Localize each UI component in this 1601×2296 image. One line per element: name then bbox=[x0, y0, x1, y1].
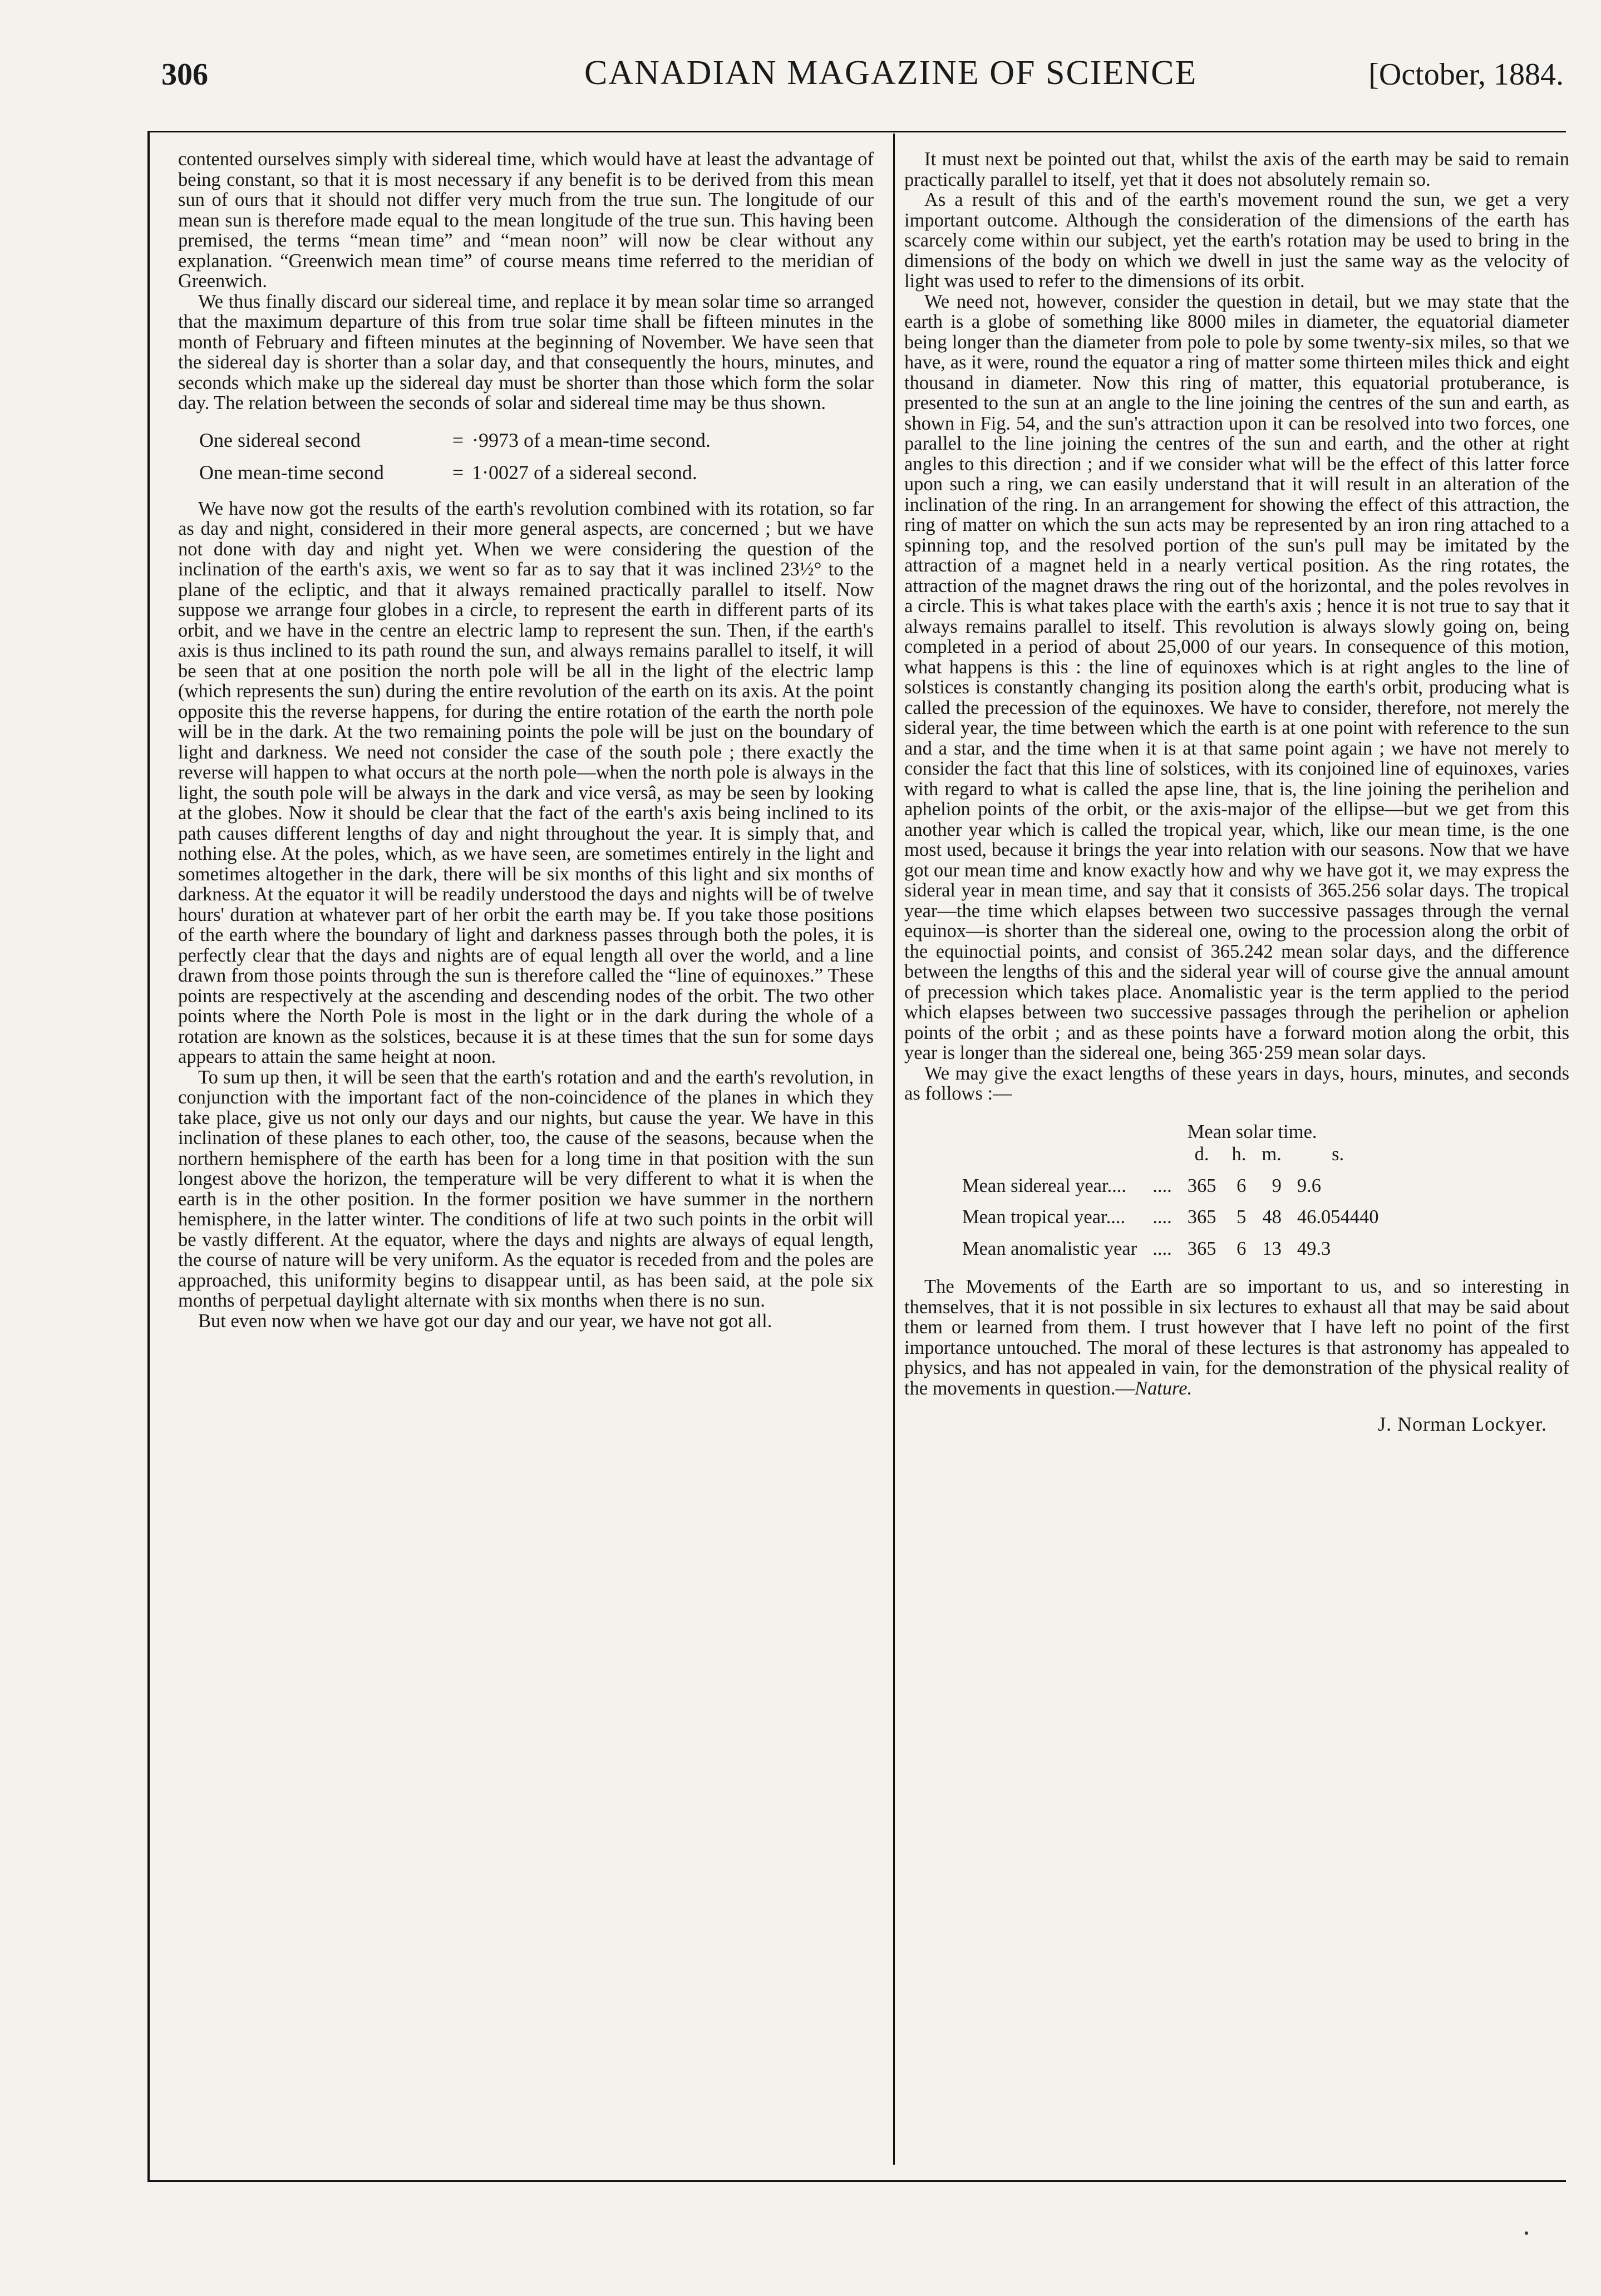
cell-days: 365 bbox=[1187, 1175, 1216, 1196]
equals-sign: = bbox=[452, 428, 464, 451]
table-row bbox=[954, 1201, 1386, 1233]
row-dots: .... bbox=[1152, 1206, 1172, 1228]
cell-hours: 6 bbox=[1237, 1238, 1247, 1259]
author-signature: J. Norman Lockyer. bbox=[1378, 1413, 1547, 1435]
unit-label: s. bbox=[1332, 1144, 1344, 1165]
equation-lhs: One mean-time second bbox=[199, 461, 384, 484]
cell-seconds: 49.3 bbox=[1297, 1238, 1331, 1259]
equations bbox=[199, 430, 874, 483]
paragraph: To sum up then, it will be seen that the earth's rotation and and the earth's revolution, in conjunction with the important fact of the non-coincidence of the planes in which they take place, give us not only our days and our nights, but cause the year. We have in this inclination of these planes to each other, too, the cause of the seasons, because when the northern hemisphere of the earth has been for a long time in that position with the sun longest above the horizon, the temperature will be very different to what it is when the earth is in the other position. In the former position we have summer in the northern hemisphere, in the latter winter. The conditions of life at two such points in the orbit will be vastly different. At the equator, where the days and nights are always of equal length, the course of nature will be very uniform. As the equator is receded from and the poles are approached, this uniformity begins to disappear until, as has been said, at the pole six months of perpetual daylight alternate with six months when there is no sun. bbox=[178, 1066, 874, 1311]
cell-seconds: 46.054440 bbox=[1297, 1206, 1379, 1228]
paragraph: It must next be pointed out that, whilst the axis of the earth may be said to remain practically parallel to itself, yet that it does not absolutely remain so. bbox=[904, 149, 1569, 190]
paragraph: We thus finally discard our sidereal time, and replace it by mean solar time so arranged that the maximum departure of this from true solar time shall be fifteen minutes in the month of February and fifteen minutes at the beginning of November. We have seen that the sidereal day is shorter than a solar day, and that consequently the hours, minutes, and seconds which make up the sidereal day must be shorter than those which form the solar day. The relation between the seconds of solar and sidereal time may be thus shown. bbox=[178, 290, 874, 413]
cell-hours: 6 bbox=[1237, 1175, 1247, 1196]
cell-minutes: 13 bbox=[1262, 1238, 1282, 1259]
unit-label: h. bbox=[1231, 1144, 1247, 1165]
right-column bbox=[904, 149, 1569, 2169]
paragraph: As a result of this and of the earth's movement round the sun, we get a very important outcome. Although the consideration of the dimensions of the earth has scarcely come within our subject, yet the earth's rotation may be used to bring in the dimensions of the body on which we dwell in just the same way as the velocity of light was used to refer to the dimensions of its orbit. bbox=[904, 189, 1569, 292]
paragraph: contented ourselves simply with sidereal time, which would have at least the advantage of being constant, so that it is most necessary if any benefit is to be derived from this mean sun of ours that it should not differ very much from the true sun. The longitude of our mean sun is therefore made equal to the mean longitude of the true sun. This having been premised, the terms “mean time” and “mean noon” will now be clear without any explanation. “Greenwich mean time” of course means time referred to the meridian of Greenwich. bbox=[178, 149, 874, 292]
paragraph: We may give the exact lengths of these years in days, hours, minutes, and seconds as follows :— bbox=[904, 1062, 1569, 1104]
cell-hours: 5 bbox=[1237, 1206, 1247, 1228]
equals-sign: = bbox=[452, 461, 464, 484]
table-units-row bbox=[954, 1143, 1386, 1170]
journal-title: CANADIAN MAGAZINE OF SCIENCE bbox=[584, 54, 1198, 92]
source-citation: Nature. bbox=[1134, 1377, 1193, 1399]
paragraph: But even now when we have got our day and our year, we have not got all. bbox=[198, 1310, 772, 1332]
table-title: Mean solar time. bbox=[1187, 1121, 1317, 1142]
equation-sidereal-second bbox=[199, 430, 874, 451]
page-number: 306 bbox=[161, 57, 208, 92]
table-row bbox=[954, 1233, 1386, 1265]
row-dots: .... bbox=[1152, 1175, 1172, 1196]
row-dots: .... bbox=[1152, 1238, 1172, 1259]
row-label: Mean anomalistic year bbox=[962, 1238, 1137, 1259]
table-header-row bbox=[954, 1116, 1386, 1144]
row-label: Mean sidereal year.... bbox=[962, 1175, 1127, 1196]
page-mark bbox=[1525, 2231, 1528, 2235]
column-divider bbox=[893, 134, 895, 2165]
row-label: Mean tropical year.... bbox=[962, 1206, 1126, 1228]
left-column bbox=[178, 149, 874, 2169]
equation-rhs: ·9973 of a mean-time second. bbox=[472, 428, 711, 451]
unit-label: d. bbox=[1194, 1144, 1209, 1165]
cell-minutes: 48 bbox=[1262, 1206, 1282, 1228]
cell-minutes: 9 bbox=[1272, 1175, 1282, 1196]
page-header bbox=[161, 51, 1564, 96]
paragraph: We need not, however, consider the question in detail, but we may state that the earth is a globe of something like 8000 miles in diameter, the equatorial diameter being longer than the diameter from pole to pole by some twenty-six miles, so that we have, as it were, round the equator a ring of matter some thirteen miles thick and eight thousand in diameter. Now this ring of matter, this equatorial protuberance, is presented to the sun at an angle to the line joining the centres of the sun and earth, as shown in Fig. 54, and the sun's attraction upon it can be resolved into two forces, one parallel to the line joining the centres of the sun and earth, and the other at right angles to this direction ; and if we consider what will be the effect of this latter force upon such a ring, we can easily understand that it will result in an alteration of the inclination of the ring. In an arrangement for showing the effect of this attraction, the ring of matter on which the sun acts may be represented by an iron ring attached to a spinning top, and the resolved portion of the sun's pull may be imitated by the attraction of a magnet held in a nearly vertical position. As the ring rotates, the attraction of the magnet draws the ring out of the horizontal, and the poles revolves in a circle. This is what takes place with the earth's axis ; hence it is not true to say that it always remains parallel to itself. This revolution is always slowly going on, being completed in a period of about 25,000 of our years. In consequence of this motion, what happens is this : the line of equinoxes which is at right angles to the line of solstices is constantly changing its position along the earth's orbit, producing what is called the precession of the equinoxes. We have to consider, therefore, not merely the sideral year, the time between which the earth is at one point with reference to the sun and a star, and the time when it is at that same point again ; we have not merely to consider the fact that this line of solstices, with its conjoined line of equinoxes, varies with regard to what is called the apse line, that is, the line joining the perihelion and aphelion points of the orbit, or the axis-major of the ellipse—but we get from this another year which is called the tropical year, which, like our mean time, is the one most used, because it brings the year into relation with our seasons. Now that we have got our mean time and know exactly how and why we have got it, we may express the sideral year in mean time, and say that it consists of 365.256 solar days. The tropical year—the time which elapses between two successive passages through the vernal equinox—is shorter than the sidereal one, owing to the procession along the orbit of the equinoctial points, and consist of 365.242 mean solar days, and the difference between the lengths of this and the sideral year will of course give the annual amount of precession which takes place. Anomalistic year is the term applied to the period which elapses between two successive passages through the perihelion or aphelion points of the orbit ; and as these points have a forward motion along the orbit, this year is longer than the sidereal one, being 365·259 mean solar days. bbox=[904, 290, 1569, 1063]
year-lengths-table bbox=[954, 1116, 1386, 1265]
unit-label: m. bbox=[1262, 1144, 1282, 1165]
paragraph bbox=[904, 1277, 1569, 1398]
equation-mean-time-second bbox=[199, 462, 874, 483]
issue-date: [October, 1884. bbox=[1368, 57, 1564, 92]
cell-days: 365 bbox=[1187, 1206, 1216, 1228]
cell-seconds: 9.6 bbox=[1297, 1175, 1321, 1196]
table-row bbox=[954, 1170, 1386, 1202]
paragraph: We have now got the results of the earth's revolution combined with its rotation, so far as day and night, considered in their more general aspects, are concerned ; but we have not done with day and night yet. When we were considering the question of the inclination of the earth's axis, we went so far as to say that it was inclined 23½° to the plane of the ecliptic, and that it always remained practically parallel to itself. Now suppose we arrange four globes in a circle, to represent the earth in different parts of its orbit, and we have in the centre an electric lamp to represent the sun. Then, if the earth's axis is thus inclined to its path round the sun, and always remains parallel to itself, it will be seen that at one position the north pole will be all in the light of the electric lamp (which represents the sun) during the entire revolution of the earth on its axis. At the point opposite this the reverse happens, for during the entire rotation of the earth the north pole will be in the dark. At the two remaining points the pole will be just on the boundary of light and darkness. We need not consider the case of the south pole ; there exactly the reverse will happen to what occurs at the north pole—when the north pole is always in the light, the south pole will be always in the dark and vice versâ, as may be seen by looking at the globes. Now it should be clear that the fact of the earth's axis being inclined to its path causes different lengths of day and night throughout the year. It is simply that, and nothing else. At the poles, which, as we have seen, are sometimes entirely in the light and sometimes altogether in the dark, there will be six months of this light and six months of darkness. At the equator it will be readily understood the days and nights will be of twelve hours' duration at whatever part of her orbit the earth may be. If you take those positions of the earth where the boundary of light and darkness passes through both the poles, it is perfectly clear that the days and nights are of equal length all over the world, and a line drawn from those points through the sun is therefore called the “line of equinoxes.” These points are respectively at the ascending and descending nodes of the orbit. The two other points where the North Pole is most in the light or in the dark during the whole of a rotation are known as the solstices, because it is at these times that the sun for some days appears to attain the same height at noon. bbox=[178, 497, 874, 1067]
equation-lhs: One sidereal second bbox=[199, 428, 361, 451]
closing-text: The Movements of the Earth are so important to us, and so interesting in themselves, that it is not possible in six lectures to exhaust all that may be said about them or learned from them. I trust however that I have left no point of the first importance untouched. The moral of these lectures is that astronomy has appealed to physics, and has not appealed in vain, for the demonstration of the physical reality of the movements in question.— bbox=[904, 1276, 1569, 1399]
cell-days: 365 bbox=[1187, 1238, 1216, 1259]
equation-rhs: 1·0027 of a sidereal second. bbox=[472, 461, 697, 484]
